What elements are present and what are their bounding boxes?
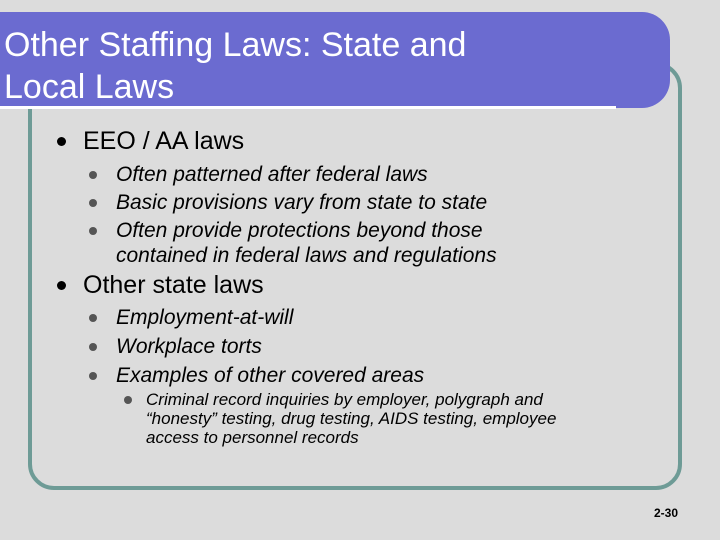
title-line-1: Other Staffing Laws: State and [4, 26, 467, 64]
bullet-dot-icon [89, 171, 97, 179]
bullet-dot-icon [89, 343, 97, 351]
sub-bullet-continuation [116, 243, 497, 268]
sub-bullet-text: contained in federal laws and regulations [116, 244, 497, 267]
title-underline [0, 106, 616, 109]
title-line-2: Local Laws [4, 68, 175, 106]
sub-sub-bullet-continuation [146, 428, 359, 448]
sub-sub-bullet-text: Criminal record inquiries by employer, polygraph and [146, 390, 543, 409]
sub-bullet [116, 305, 293, 330]
bullet-dot-icon [57, 281, 66, 290]
sub-bullet-text: Workplace torts [116, 335, 262, 358]
sub-bullet-text: Often patterned after federal laws [116, 163, 428, 186]
sub-bullet [116, 190, 487, 215]
sub-bullet [116, 218, 483, 243]
bullet-text: Other state laws [83, 271, 264, 299]
sub-sub-bullet-text: access to personnel records [146, 428, 359, 447]
bullet-dot-icon [124, 396, 132, 404]
sub-bullet [116, 162, 428, 187]
bullet-dot-icon [89, 199, 97, 207]
slide-title [4, 24, 466, 108]
bullet-eeo-aa-laws [83, 127, 244, 155]
bullet-dot-icon [89, 314, 97, 322]
sub-sub-bullet-text: “honesty” testing, drug testing, AIDS testing, employee [146, 409, 557, 428]
sub-bullet [116, 363, 424, 388]
bullet-dot-icon [89, 372, 97, 380]
bullet-dot-icon [57, 137, 66, 146]
sub-bullet-text: Employment-at-will [116, 306, 294, 329]
bullet-dot-icon [89, 227, 97, 235]
page-number: 2-30 [653, 506, 678, 520]
sub-sub-bullet-continuation [146, 409, 556, 429]
bullet-text: EEO / AA laws [83, 127, 245, 155]
sub-sub-bullet [146, 390, 543, 410]
title-banner [0, 12, 670, 108]
sub-bullet [116, 334, 262, 359]
bullet-other-state-laws [83, 271, 264, 299]
sub-bullet-text: Basic provisions vary from state to state [116, 191, 488, 214]
sub-bullet-text: Examples of other covered areas [116, 364, 425, 387]
sub-bullet-text: Often provide protections beyond those [116, 219, 483, 242]
